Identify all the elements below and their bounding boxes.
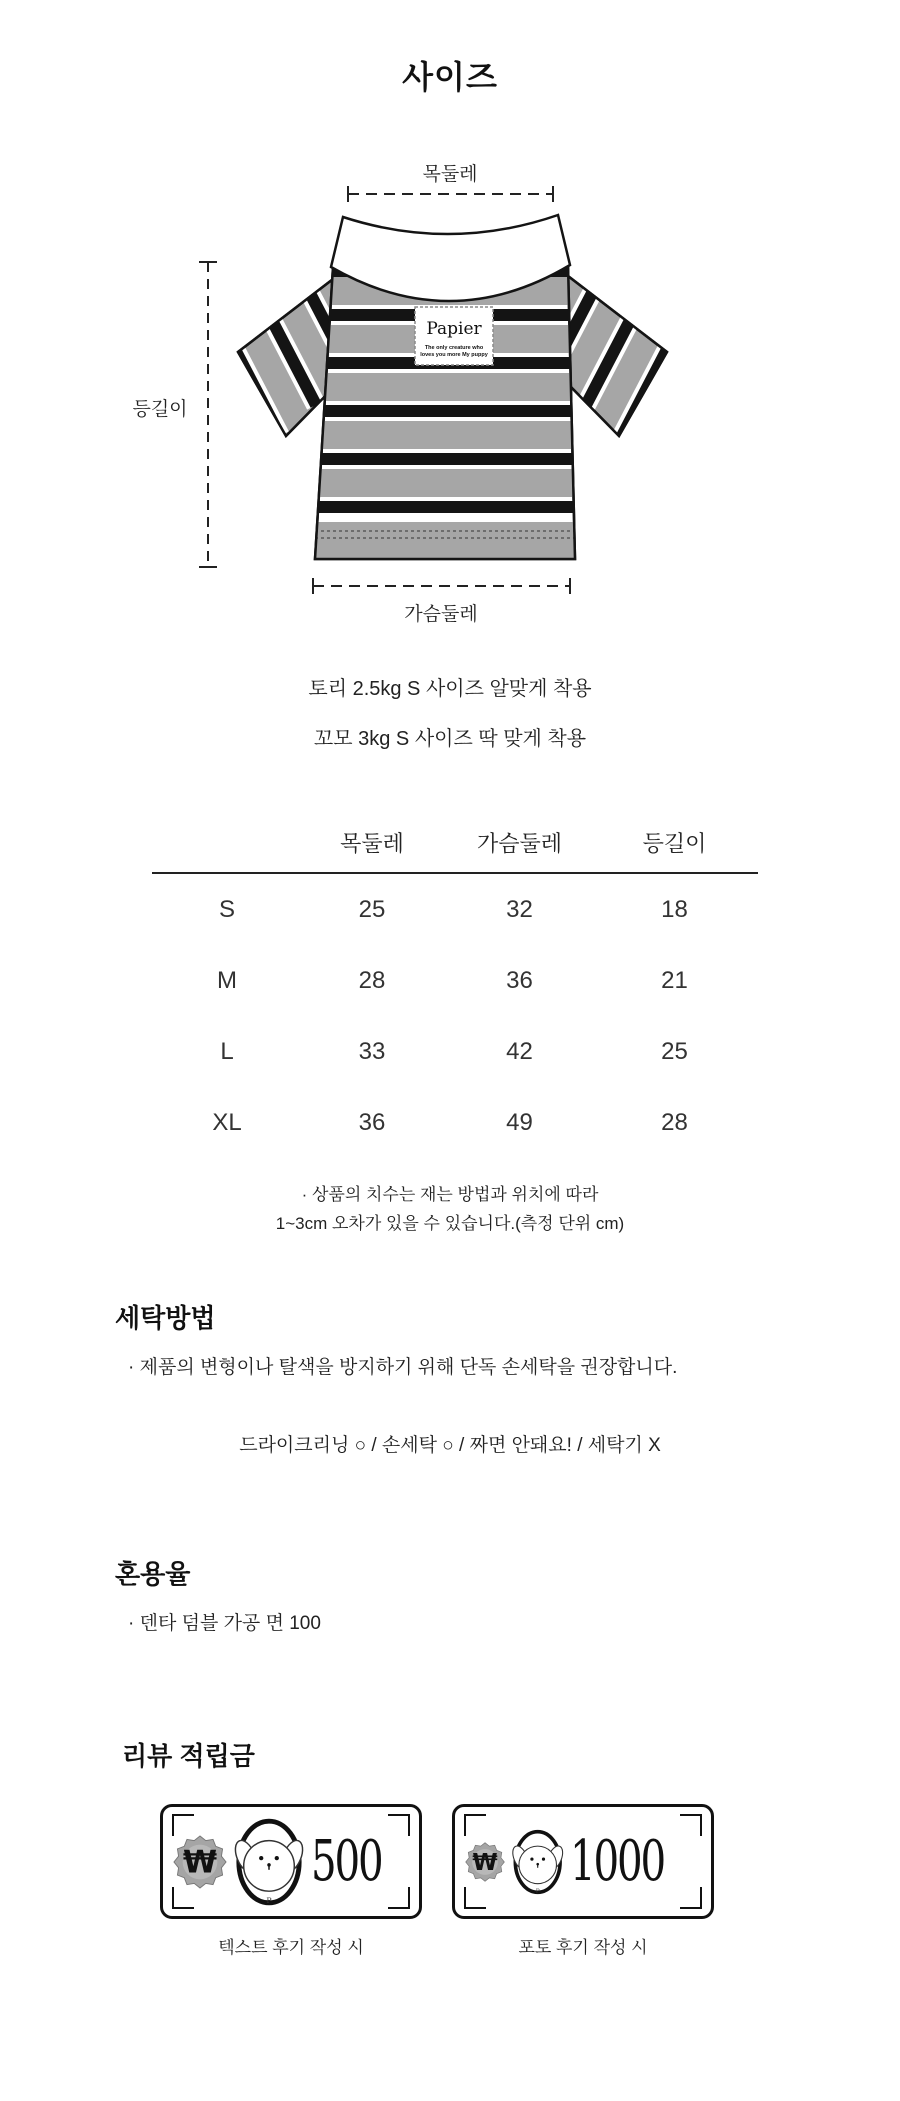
page-title: 사이즈 xyxy=(402,59,498,95)
corner-bracket-icon xyxy=(388,1814,410,1836)
corner-bracket-icon xyxy=(388,1887,410,1909)
photo-review-coupon-block xyxy=(452,1804,714,1958)
text-review-coupon-block xyxy=(160,1804,422,1958)
back-length-label: 등길이 xyxy=(132,399,188,420)
review-rewards-heading: 리뷰 적립금 xyxy=(122,1741,255,1771)
shirt-body xyxy=(310,260,582,559)
cell-chest: 36 xyxy=(506,966,533,994)
cell-back: 21 xyxy=(661,966,688,994)
brand-tag-slogan-2: loves you more My puppy xyxy=(420,352,488,358)
fit-note-1: 토리 2.5kg S 사이즈 알맞게 착용 xyxy=(308,678,592,700)
puppy-mark: P xyxy=(535,1887,540,1894)
corner-bracket-icon xyxy=(680,1887,702,1909)
coupon xyxy=(160,1804,422,1919)
washing-note: · 제품의 변형이나 탈색을 방지하기 위해 단독 손세탁을 권장합니다. xyxy=(128,1357,678,1378)
coupon-amount: 500 xyxy=(311,1829,382,1894)
neck-measure-line xyxy=(348,186,553,202)
brand-tag-name: Papier xyxy=(426,319,482,339)
row-size-label: S xyxy=(218,895,235,923)
size-note-2: 1~3cm 오차가 있을 수 있습니다.(측정 단위 cm) xyxy=(275,1214,625,1233)
brand-tag-slogan-1: The only creature who xyxy=(424,345,484,351)
cell-neck: 25 xyxy=(358,895,386,923)
cell-back: 28 xyxy=(661,1108,688,1136)
corner-bracket-icon xyxy=(172,1887,194,1909)
row-size-label: M xyxy=(217,966,237,994)
puppy-icon xyxy=(233,1814,305,1910)
coupon-caption: 텍스트 후기 작성 시 xyxy=(218,1938,364,1957)
cell-chest: 42 xyxy=(506,1037,533,1065)
brand-tag xyxy=(415,307,493,365)
coupon xyxy=(452,1804,714,1919)
header-chest: 가슴둘레 xyxy=(476,831,562,856)
table-row xyxy=(152,945,758,1016)
washing-methods: 드라이크리닝 ○ / 손세탁 ○ / 짜면 안돼요! / 세탁기 X xyxy=(239,1435,661,1456)
neck-measure-label: 목둘레 xyxy=(422,164,478,185)
review-coupons xyxy=(160,1804,900,1958)
cell-back: 18 xyxy=(661,895,688,923)
chest-measure-label: 가슴둘레 xyxy=(404,604,478,625)
cell-chest: 32 xyxy=(506,895,533,923)
cell-neck: 28 xyxy=(358,966,386,994)
table-row xyxy=(152,1016,758,1087)
row-size-label: L xyxy=(220,1037,234,1065)
puppy-mark: P xyxy=(266,1895,272,1905)
won-symbol: ₩ xyxy=(472,1849,498,1876)
garment-size-diagram xyxy=(0,134,900,634)
coupon-amount: 1000 xyxy=(570,1829,665,1894)
fit-notes xyxy=(0,674,900,754)
header-neck: 목둘레 xyxy=(340,831,404,856)
cell-neck: 33 xyxy=(358,1037,386,1065)
washing-heading: 세탁방법 xyxy=(115,1303,216,1333)
fit-note-2: 꼬모 3kg S 사이즈 딱 맞게 착용 xyxy=(313,728,587,750)
table-row xyxy=(152,1087,758,1158)
chest-measure-line xyxy=(313,578,570,594)
corner-bracket-icon xyxy=(680,1814,702,1836)
cell-chest: 49 xyxy=(506,1108,533,1136)
composition-heading: 혼용율 xyxy=(115,1559,191,1589)
won-seal-icon xyxy=(173,1830,227,1894)
back-length-line xyxy=(199,262,217,567)
size-table xyxy=(152,818,758,1158)
won-symbol: ₩ xyxy=(183,1844,218,1881)
size-note-1: · 상품의 치수는 재는 방법과 위치에 따라 xyxy=(301,1185,599,1204)
size-table-header xyxy=(152,818,758,874)
row-size-label: XL xyxy=(212,1108,242,1136)
size-table-notes xyxy=(0,1180,900,1238)
won-seal-icon xyxy=(465,1830,505,1894)
corner-bracket-icon xyxy=(464,1887,486,1909)
corner-bracket-icon xyxy=(172,1814,194,1836)
puppy-icon xyxy=(511,1814,564,1910)
table-row xyxy=(152,874,758,945)
composition-note: · 덴타 덤블 가공 면 100 xyxy=(128,1613,321,1634)
cell-neck: 36 xyxy=(358,1108,386,1136)
coupon-caption: 포토 후기 작성 시 xyxy=(518,1938,648,1957)
cell-back: 25 xyxy=(661,1037,688,1065)
corner-bracket-icon xyxy=(464,1814,486,1836)
header-back: 등길이 xyxy=(642,831,707,856)
